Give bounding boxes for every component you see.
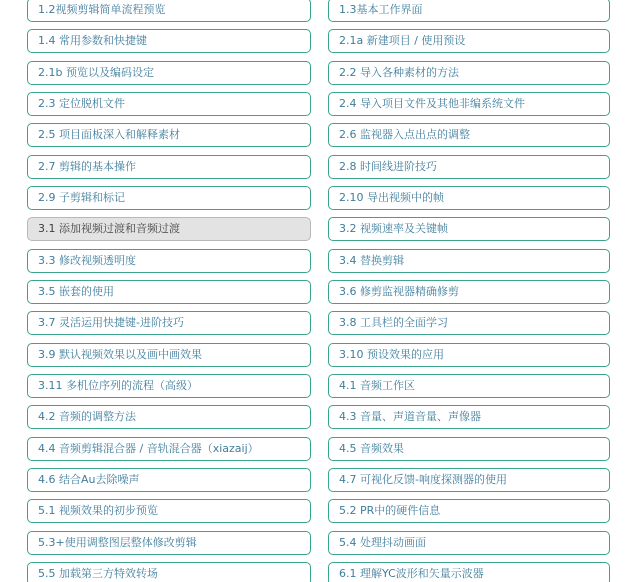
lesson-button-left-7[interactable]: 3.1 添加视频过渡和音频过渡 <box>27 217 311 241</box>
lesson-button-right-3[interactable]: 2.4 导入项目文件及其他非编系统文件 <box>328 92 610 116</box>
lesson-button-left-16[interactable]: 5.1 视频效果的初步预览 <box>27 499 311 523</box>
lesson-button-right-11[interactable]: 3.10 预设效果的应用 <box>328 343 610 367</box>
lesson-button-left-11[interactable]: 3.9 默认视频效果以及画中画效果 <box>27 343 311 367</box>
lesson-button-right-7[interactable]: 3.2 视频速率及关键帧 <box>328 217 610 241</box>
lesson-button-left-3[interactable]: 2.3 定位脱机文件 <box>27 92 311 116</box>
lesson-button-right-17[interactable]: 5.4 处理抖动画面 <box>328 531 610 555</box>
lesson-button-right-13[interactable]: 4.3 音量、声道音量、声像器 <box>328 405 610 429</box>
lesson-button-right-10[interactable]: 3.8 工具栏的全面学习 <box>328 311 610 335</box>
lesson-button-right-12[interactable]: 4.1 音频工作区 <box>328 374 610 398</box>
lesson-button-right-16[interactable]: 5.2 PR中的硬件信息 <box>328 499 610 523</box>
lesson-button-left-2[interactable]: 2.1b 预览以及编码设定 <box>27 61 311 85</box>
lesson-button-left-4[interactable]: 2.5 项目面板深入和解释素材 <box>27 123 311 147</box>
lesson-button-right-6[interactable]: 2.10 导出视频中的帧 <box>328 186 610 210</box>
lesson-button-left-13[interactable]: 4.2 音频的调整方法 <box>27 405 311 429</box>
lesson-button-left-5[interactable]: 2.7 剪辑的基本操作 <box>27 155 311 179</box>
lesson-button-left-9[interactable]: 3.5 嵌套的使用 <box>27 280 311 304</box>
lesson-button-left-10[interactable]: 3.7 灵活运用快捷键-进阶技巧 <box>27 311 311 335</box>
lesson-button-right-8[interactable]: 3.4 替换剪辑 <box>328 249 610 273</box>
lesson-button-left-1[interactable]: 1.4 常用参数和快捷键 <box>27 29 311 53</box>
lesson-button-left-8[interactable]: 3.3 修改视频透明度 <box>27 249 311 273</box>
lesson-button-right-4[interactable]: 2.6 监视器入点出点的调整 <box>328 123 610 147</box>
lesson-button-left-14[interactable]: 4.4 音频剪辑混合器 / 音轨混合器（xiazaij） <box>27 437 311 461</box>
lesson-button-right-1[interactable]: 2.1a 新建项目 / 使用预设 <box>328 29 610 53</box>
lesson-button-left-6[interactable]: 2.9 子剪辑和标记 <box>27 186 311 210</box>
lesson-button-right-5[interactable]: 2.8 时间线进阶技巧 <box>328 155 610 179</box>
lesson-button-left-0[interactable]: 1.2视频剪辑简单流程预览 <box>27 0 311 22</box>
lesson-button-left-17[interactable]: 5.3+使用调整图层整体修改剪辑 <box>27 531 311 555</box>
lesson-button-right-2[interactable]: 2.2 导入各种素材的方法 <box>328 61 610 85</box>
lesson-button-right-15[interactable]: 4.7 可视化反馈-响度探测器的使用 <box>328 468 610 492</box>
lesson-button-right-0[interactable]: 1.3基本工作界面 <box>328 0 610 22</box>
lesson-button-right-14[interactable]: 4.5 音频效果 <box>328 437 610 461</box>
lesson-button-left-15[interactable]: 4.6 结合Au去除噪声 <box>27 468 311 492</box>
lesson-button-right-18[interactable]: 6.1 理解YC波形和矢量示波器 <box>328 562 610 582</box>
lesson-button-left-12[interactable]: 3.11 多机位序列的流程（高级） <box>27 374 311 398</box>
lesson-button-left-18[interactable]: 5.5 加载第三方特效转场 <box>27 562 311 582</box>
lesson-button-right-9[interactable]: 3.6 修剪监视器精确修剪 <box>328 280 610 304</box>
